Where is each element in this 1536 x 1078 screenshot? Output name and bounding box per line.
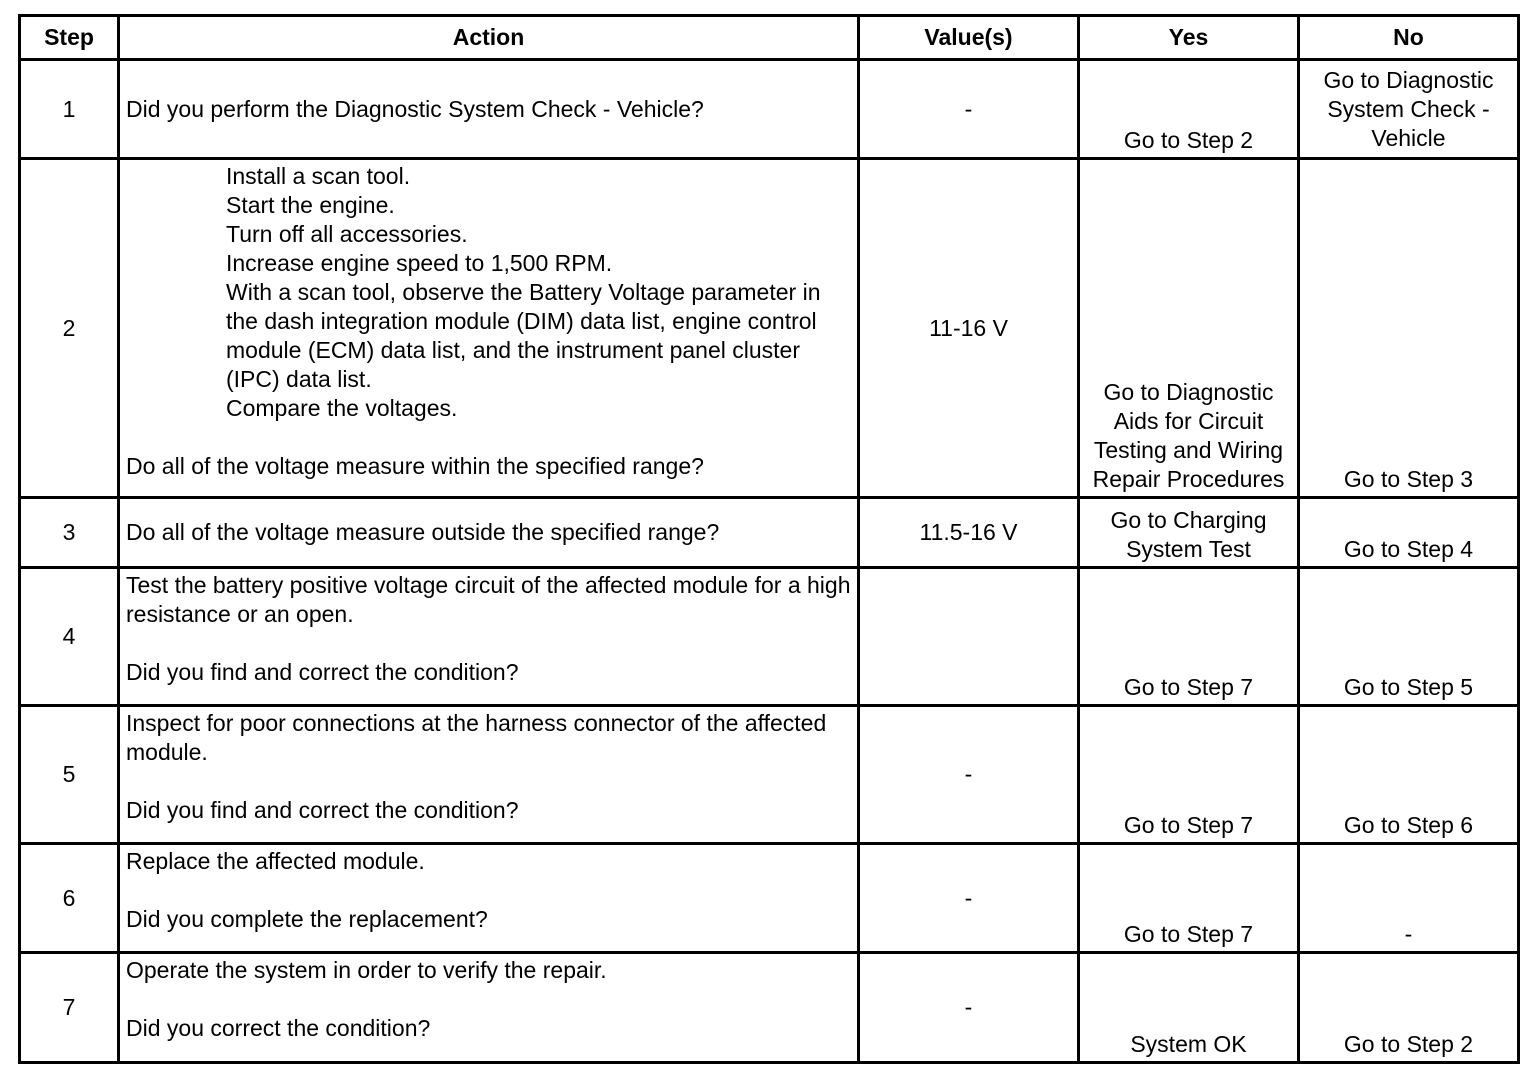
header-step: Step [20, 16, 119, 60]
table-row [20, 844, 1519, 953]
value-cell: - [859, 60, 1079, 159]
table-row [20, 953, 1519, 1063]
table-row [20, 498, 1519, 568]
value-cell: - [859, 953, 1079, 1063]
action-cell [119, 568, 859, 706]
action-question: Did you complete the replacement? [126, 906, 488, 932]
action-question: Did you perform the Diagnostic System Check - Vehicle? [126, 95, 704, 122]
table-row [20, 706, 1519, 844]
no-cell: Go to Step 5 [1299, 568, 1519, 706]
value-cell: 11-16 V [859, 159, 1079, 498]
action-step: Compare the voltages. [226, 395, 458, 421]
yes-cell: System OK [1079, 953, 1299, 1063]
value-cell [859, 568, 1079, 706]
value-cell: 11.5-16 V [859, 498, 1079, 568]
value-cell: - [859, 706, 1079, 844]
action-cell [119, 159, 859, 498]
action-steps-list [126, 162, 853, 423]
no-cell: Go to Diagnostic System Check - Vehicle [1299, 60, 1519, 159]
no-cell: Go to Step 4 [1299, 498, 1519, 568]
action-question: Did you find and correct the condition? [126, 797, 519, 823]
header-values: Value(s) [859, 16, 1079, 60]
yes-cell: Go to Diagnostic Aids for Circuit Testing and Wiring Repair Procedures [1079, 159, 1299, 498]
action-cell [119, 706, 859, 844]
yes-cell: Go to Step 7 [1079, 844, 1299, 953]
step-number: 7 [20, 953, 119, 1063]
header-no: No [1299, 16, 1519, 60]
action-cell [119, 498, 859, 568]
action-cell [119, 953, 859, 1063]
action-instruction: Inspect for poor connections at the harness connector of the affected module. [126, 710, 827, 765]
header-row [20, 16, 1519, 60]
action-step: Start the engine. [226, 192, 395, 218]
action-step: Turn off all accessories. [226, 221, 468, 247]
yes-cell: Go to Step 2 [1079, 60, 1299, 159]
action-cell [119, 60, 859, 159]
step-number: 5 [20, 706, 119, 844]
action-question: Did you find and correct the condition? [126, 659, 519, 685]
table-row [20, 159, 1519, 498]
table-row [20, 60, 1519, 159]
header-yes: Yes [1079, 16, 1299, 60]
header-action: Action [119, 16, 859, 60]
action-question: Do all of the voltage measure outside the specified range? [126, 519, 720, 545]
action-step: Install a scan tool. [226, 163, 411, 189]
step-number: 6 [20, 844, 119, 953]
action-step: Increase engine speed to 1,500 RPM. [226, 250, 613, 276]
action-question: Did you correct the condition? [126, 1015, 431, 1041]
yes-cell: Go to Step 7 [1079, 706, 1299, 844]
no-cell: Go to Step 6 [1299, 706, 1519, 844]
action-question: Do all of the voltage measure within the specified range? [126, 453, 704, 479]
step-number: 2 [20, 159, 119, 498]
no-cell: - [1299, 844, 1519, 953]
action-instruction: Test the battery positive voltage circuit of the affected module for a high resistance or an open. [126, 572, 851, 627]
action-instruction: Replace the affected module. [126, 848, 425, 874]
diagnostic-table [18, 14, 1520, 1064]
no-cell: Go to Step 3 [1299, 159, 1519, 498]
value-cell: - [859, 844, 1079, 953]
yes-cell: Go to Step 7 [1079, 568, 1299, 706]
step-number: 1 [20, 60, 119, 159]
table-row [20, 568, 1519, 706]
step-number: 3 [20, 498, 119, 568]
action-step: With a scan tool, observe the Battery Voltage parameter in the dash integration module (DIM) data list, engine control module (ECM) data list, and the instrument panel cluster (IPC) data list. [226, 279, 821, 392]
yes-cell: Go to Charging System Test [1079, 498, 1299, 568]
action-instruction: Operate the system in order to verify the repair. [126, 957, 607, 983]
step-number: 4 [20, 568, 119, 706]
no-cell: Go to Step 2 [1299, 953, 1519, 1063]
action-cell [119, 844, 859, 953]
